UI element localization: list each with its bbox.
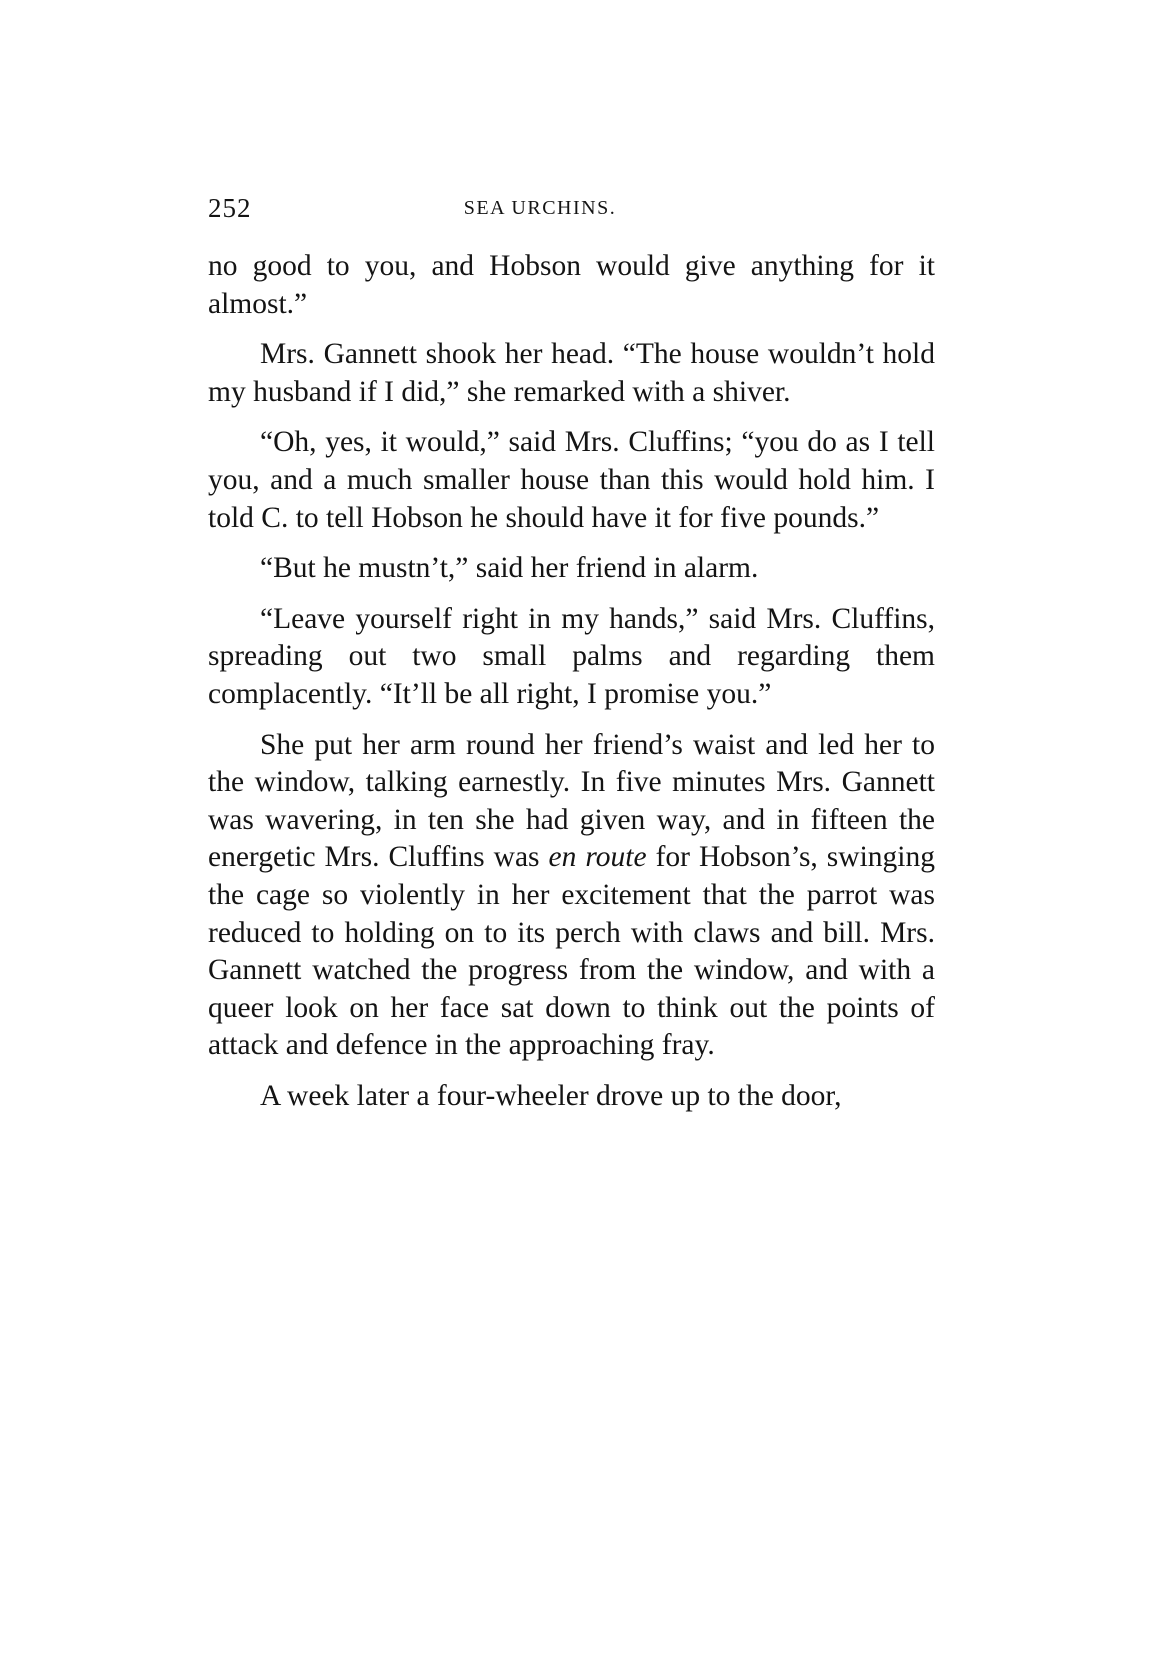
paragraph-text: She put her arm round her friend’s waist and led her to the window, talking earnestly. In five minutes Mrs. Gannett was wavering, in ten she had given way, and in fifteen the energetic Mrs. Cluffins was (208, 728, 935, 874)
paragraph: “But he mustn’t,” said her friend in alarm. (260, 552, 759, 585)
paragraph-continued: no good to you, and Hobson would give anything for it almost.” (208, 250, 935, 320)
paragraph-with-italic (208, 727, 935, 1065)
page-number: 252 (208, 193, 252, 223)
paragraph-text: for Hobson’s, swinging the cage so violently in her excitement that the parrot was reduced to holding on to its perch with claws and bill. Mrs. Gannett watched the progress from the window, and with a queer look on her face sat down to think out the points of attack and defence in the approaching fray. (208, 841, 935, 1062)
paragraph: “Leave yourself right in my hands,” said Mrs. Cluffins, spreading out two small palms and regarding them complacently. “It’ll be all right, I promise you.” (208, 602, 935, 710)
paragraph: Mrs. Gannett shook her head. “The house wouldn’t hold my husband if I did,” she remarked with a shiver. (208, 338, 935, 408)
paragraph: “Oh, yes, it would,” said Mrs. Cluffins; “you do as I tell you, and a much smaller house than this would hold him. I told C. to tell Hobson he should have it for five pounds.” (208, 426, 935, 534)
italic-phrase: en route (548, 841, 647, 874)
body-text (208, 248, 935, 1128)
paragraph-last: A week later a four-wheeler drove up to the door, (260, 1079, 842, 1112)
running-title: SEA URCHINS. (463, 197, 617, 219)
running-head (208, 193, 935, 227)
